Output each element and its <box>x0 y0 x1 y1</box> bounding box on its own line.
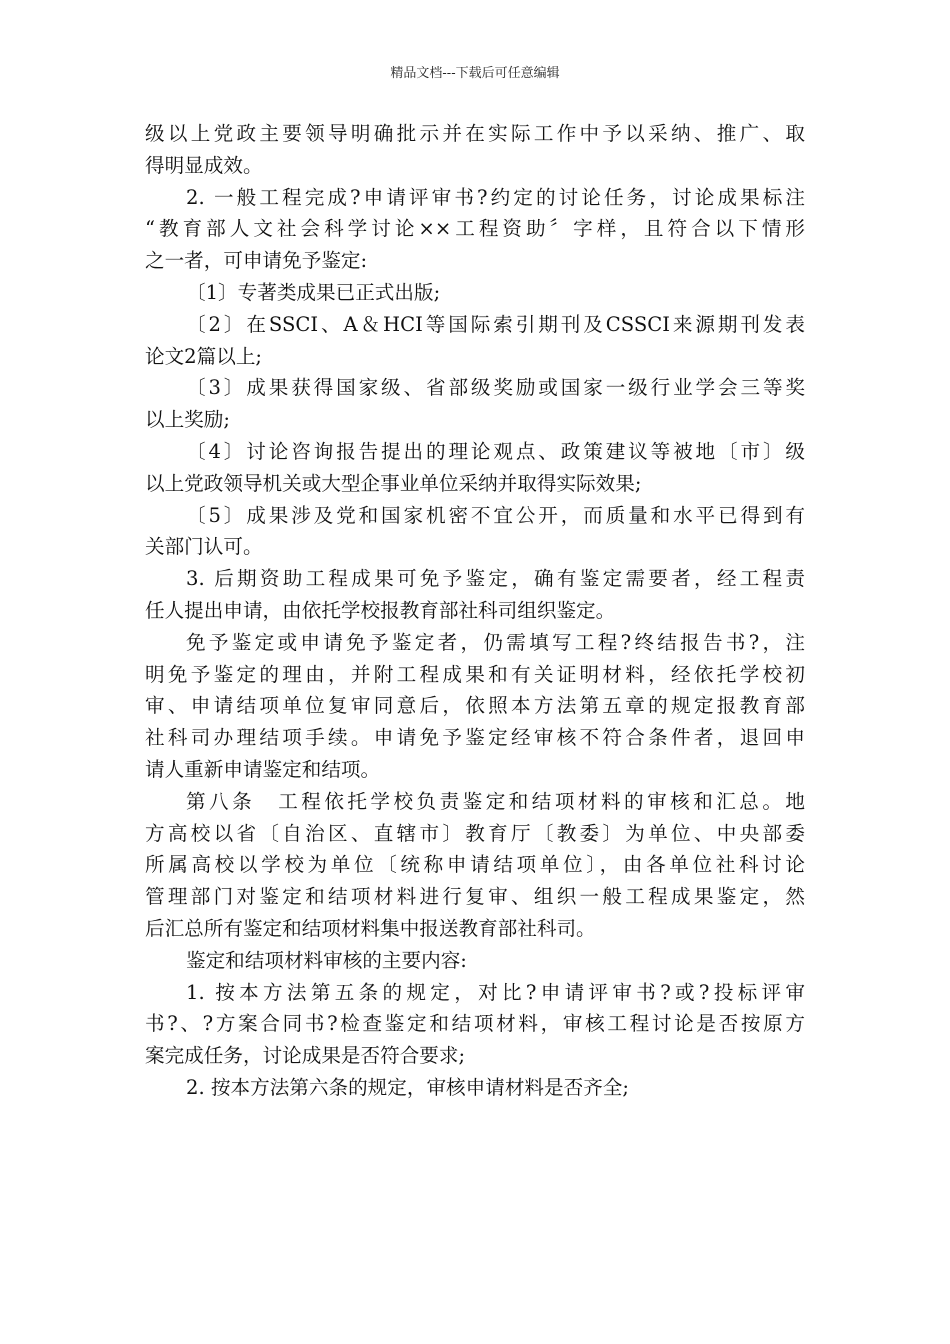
document-body <box>145 118 805 1104</box>
text-line: 关部门认可。 <box>145 535 263 559</box>
text-line: 〔4〕讨论咨询报告提出的理论观点、政策建议等被地〔市〕级 <box>186 439 805 463</box>
text-line: 书?、?方案合同书?检查鉴定和结项材料，审核工程讨论是否按原方 <box>145 1012 805 1036</box>
text-line: “教育部人文社会科学讨论××工程资助〞字样，且符合以下情形 <box>145 217 805 241</box>
text-line: 〔1〕专著类成果已正式出版; <box>186 280 441 304</box>
text-line: 第八条 工程依托学校负责鉴定和结项材料的审核和汇总。地 <box>186 789 805 813</box>
text-line: 明免予鉴定的理由，并附工程成果和有关证明材料，经依托学校初 <box>145 662 805 686</box>
text-line: 以上奖励; <box>145 408 230 432</box>
text-line: 得明显成效。 <box>145 153 263 177</box>
text-line: 鉴定和结项材料审核的主要内容: <box>186 948 467 972</box>
text-line: 请人重新申请鉴定和结项。 <box>145 757 381 781</box>
text-line: 级以上党政主要领导明确批示并在实际工作中予以采纳、推广、取 <box>145 122 805 145</box>
text-line: 3. 后期资助工程成果可免予鉴定，确有鉴定需要者，经工程责 <box>186 567 805 591</box>
text-line: 论文2篇以上; <box>145 344 263 368</box>
text-line: 所属高校以学校为单位〔统称申请结项单位〕，由各单位社科讨论 <box>145 853 805 877</box>
text-line: 方高校以省〔自治区、直辖市〕教育厅〔教委〕为单位、中央部委 <box>145 821 805 845</box>
text-line: 社科司办理结项手续。申请免予鉴定经审核不符合条件者，退回申 <box>145 726 805 750</box>
text-line: 〔2〕在SSCI、A＆HCI等国际索引期刊及CSSCI来源期刊发表 <box>186 312 805 336</box>
text-line: 管理部门对鉴定和结项材料进行复审、组织一般工程成果鉴定，然 <box>145 885 805 909</box>
text-line: 之一者，可申请免予鉴定: <box>145 249 368 273</box>
page-header: 精品文档---下载后可任意编辑 <box>390 66 560 81</box>
text-line: 免予鉴定或申请免予鉴定者，仍需填写工程?终结报告书?，注 <box>186 630 805 654</box>
text-line: 后汇总所有鉴定和结项材料集中报送教育部社科司。 <box>145 916 596 940</box>
text-line: 案完成任务，讨论成果是否符合要求; <box>145 1044 466 1068</box>
text-line: 审、申请结项单位复审同意后，依照本方法第五章的规定报教育部 <box>145 694 805 718</box>
text-line: 以上党政领导机关或大型企事业单位采纳并取得实际效果; <box>145 471 642 495</box>
text-line: 〔3〕成果获得国家级、省部级奖励或国家一级行业学会三等奖 <box>186 376 805 400</box>
text-line: 2. 按本方法第六条的规定，审核申请材料是否齐全; <box>186 1075 629 1099</box>
text-line: 1. 按本方法第五条的规定，对比?申请评审书?或?投标评审 <box>186 980 805 1004</box>
text-line: 〔5〕成果涉及党和国家机密不宜公开，而质量和水平已得到有 <box>186 503 805 527</box>
text-line: 任人提出申请，由依托学校报教育部社科司组织鉴定。 <box>145 598 616 622</box>
text-line: 2. 一般工程完成?申请评审书?约定的讨论任务，讨论成果标注 <box>186 185 805 209</box>
